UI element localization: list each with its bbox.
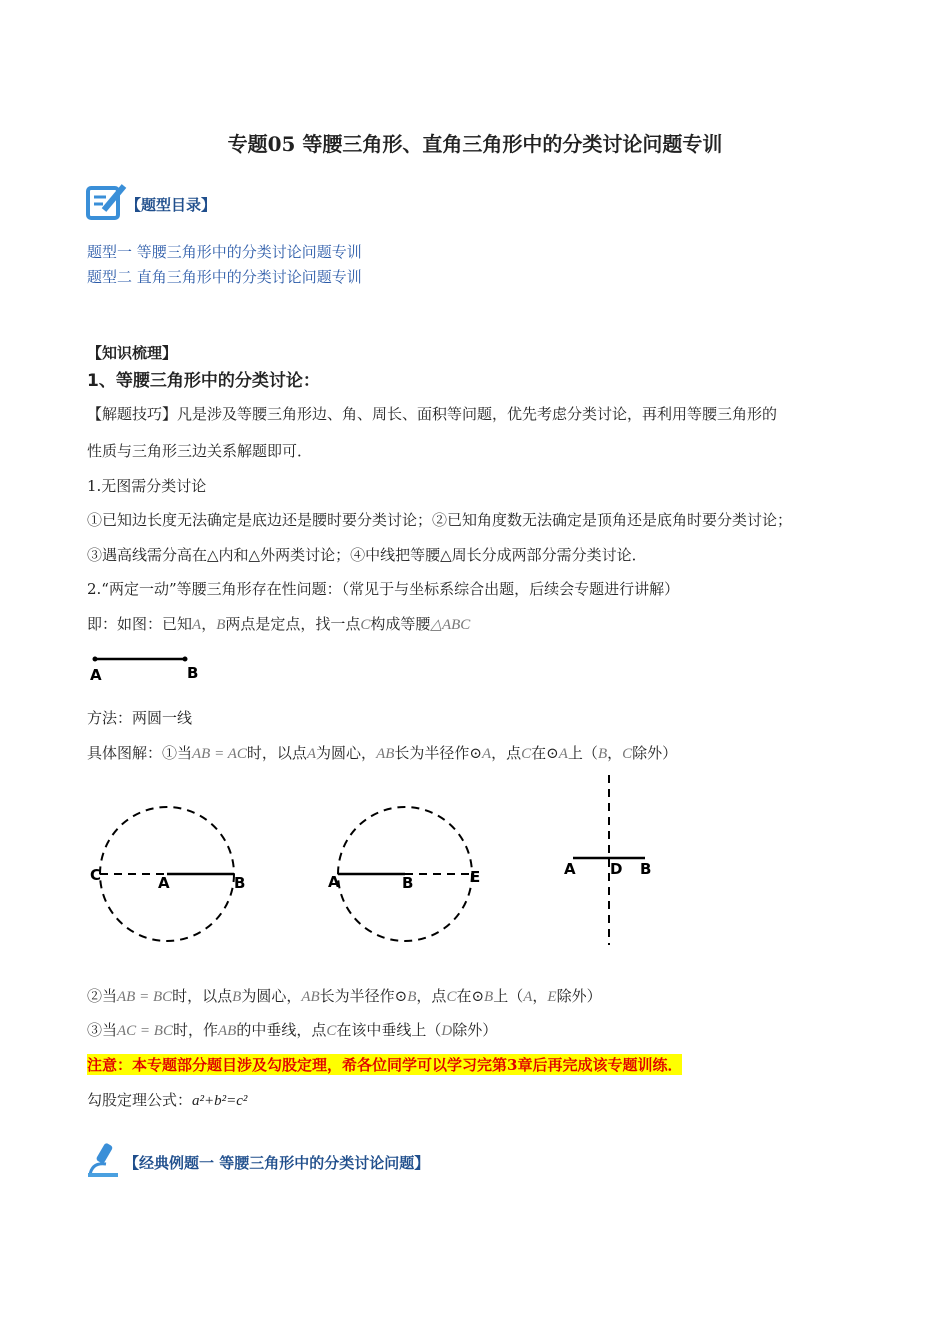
toc-item-1[interactable]: 题型一 等腰三角形中的分类讨论问题专训 <box>87 243 362 261</box>
m: AB <box>218 1023 237 1039</box>
method: 方法：两圆一线 <box>87 709 193 727</box>
two-circles-one-line-figure <box>80 770 680 950</box>
m: D <box>441 1023 453 1039</box>
fig3-b: B <box>640 860 652 878</box>
math: C <box>360 617 371 633</box>
m: AB = BC <box>117 989 173 1005</box>
pyth-formula: a²+b²=c² <box>192 1093 248 1109</box>
m: C <box>622 746 633 762</box>
t: ， <box>532 987 548 1005</box>
label-b: B <box>187 664 199 682</box>
t: ②当 <box>87 987 118 1005</box>
fig2-a: A <box>328 873 340 891</box>
t: 在⊙ <box>531 744 559 762</box>
t: ，点 <box>416 987 447 1005</box>
m: AC = BC <box>117 1023 173 1039</box>
t: 时，以点 <box>246 744 307 762</box>
m: AB <box>376 746 395 762</box>
t: 长为半径作⊙ <box>394 744 482 762</box>
m: C <box>326 1023 337 1039</box>
pythagorean <box>87 1089 247 1110</box>
m: C <box>446 989 457 1005</box>
toc-header: 【题型目录】 <box>126 196 217 214</box>
m: B <box>484 989 494 1005</box>
m: A <box>306 746 317 762</box>
t: 时，作 <box>172 1021 218 1039</box>
math: △ABC <box>430 617 471 633</box>
text: 构成等腰 <box>370 615 431 633</box>
t: 上（ <box>493 987 524 1005</box>
t: ， <box>607 744 623 762</box>
m: E <box>547 989 557 1005</box>
case-1 <box>87 742 677 763</box>
m: AB = AC <box>192 746 247 762</box>
m: A <box>523 989 533 1005</box>
pyth-label: 勾股定理公式： <box>87 1091 193 1109</box>
math: B <box>216 617 226 633</box>
point-4: 2.“两定一动”等腰三角形存在性问题：（常见于与坐标系综合出题，后续会专题进行讲解） <box>87 580 680 598</box>
note-highlight: 注意：本专题部分题目涉及勾股定理，希各位同学可以学习完第3章后再完成该专题训练． <box>87 1056 683 1074</box>
m: B <box>597 746 608 762</box>
m: B <box>232 989 242 1005</box>
t: 上（ <box>567 744 598 762</box>
fig3-d: D <box>610 860 623 878</box>
knowledge-header: 【知识梳理】 <box>87 344 178 362</box>
section-heading: 1、等腰三角形中的分类讨论： <box>87 371 320 391</box>
m: A <box>558 746 568 762</box>
page-title: 专题05 等腰三角形、直角三角形中的分类讨论问题专训 <box>227 132 723 156</box>
label-a: A <box>90 666 102 684</box>
t: 除外） <box>452 1021 498 1039</box>
t: 除外） <box>632 744 678 762</box>
text: 即：如图：已知 <box>87 615 193 633</box>
m: A <box>481 746 492 762</box>
tip-line-1: 【解题技巧】凡是涉及等腰三角形边、角、周长、面积等问题，优先考虑分类讨论，再利用等腰三角形的 <box>87 405 778 423</box>
point-3: ③遇高线需分高在△内和△外两类讨论；④中线把等腰△周长分成两部分需分类讨论． <box>87 546 647 564</box>
t: 除外） <box>556 987 602 1005</box>
t: 长为半径作⊙ <box>319 987 408 1005</box>
m: C <box>521 746 532 762</box>
point-5 <box>87 613 470 634</box>
tip-line-2: 性质与三角形三边关系解题即可． <box>87 442 313 460</box>
toc-item-2[interactable]: 题型二 直角三角形中的分类讨论问题专训 <box>87 268 362 286</box>
fig2-e: E <box>470 868 481 886</box>
text: 两点是定点，找一点 <box>225 615 361 633</box>
fig1-a: A <box>158 874 170 892</box>
point-1: 1.无图需分类讨论 <box>87 477 207 495</box>
t: 在该中垂线上（ <box>336 1021 442 1039</box>
fig1-b: B <box>234 874 246 892</box>
fig3-a: A <box>564 860 576 878</box>
point-2: ①已知边长度无法确定是底边还是腰时要分类讨论；②已知角度数无法确定是顶角还是底角时要分类讨论； <box>87 511 793 529</box>
math: A <box>192 617 202 633</box>
fig2-b: B <box>402 874 414 892</box>
t: 为圆心， <box>241 987 302 1005</box>
m: B <box>407 989 417 1005</box>
fig1-c: C <box>90 866 102 884</box>
t: 时，以点 <box>172 987 233 1005</box>
t: ③当 <box>87 1021 118 1039</box>
case-2 <box>87 985 602 1006</box>
microscope-icon <box>86 1140 124 1178</box>
segment-ab-figure <box>85 650 215 685</box>
text: ， <box>201 615 217 633</box>
pencil-note-icon <box>86 182 128 222</box>
example-header: 【经典例题一 等腰三角形中的分类讨论问题】 <box>124 1154 430 1172</box>
t: 在⊙ <box>456 987 485 1005</box>
t: 具体图解：①当 <box>87 744 193 762</box>
t: ，点 <box>491 744 522 762</box>
t: 的中垂线，点 <box>236 1021 327 1039</box>
m: AB <box>301 989 320 1005</box>
case-3 <box>87 1019 497 1040</box>
t: 为圆心， <box>316 744 377 762</box>
